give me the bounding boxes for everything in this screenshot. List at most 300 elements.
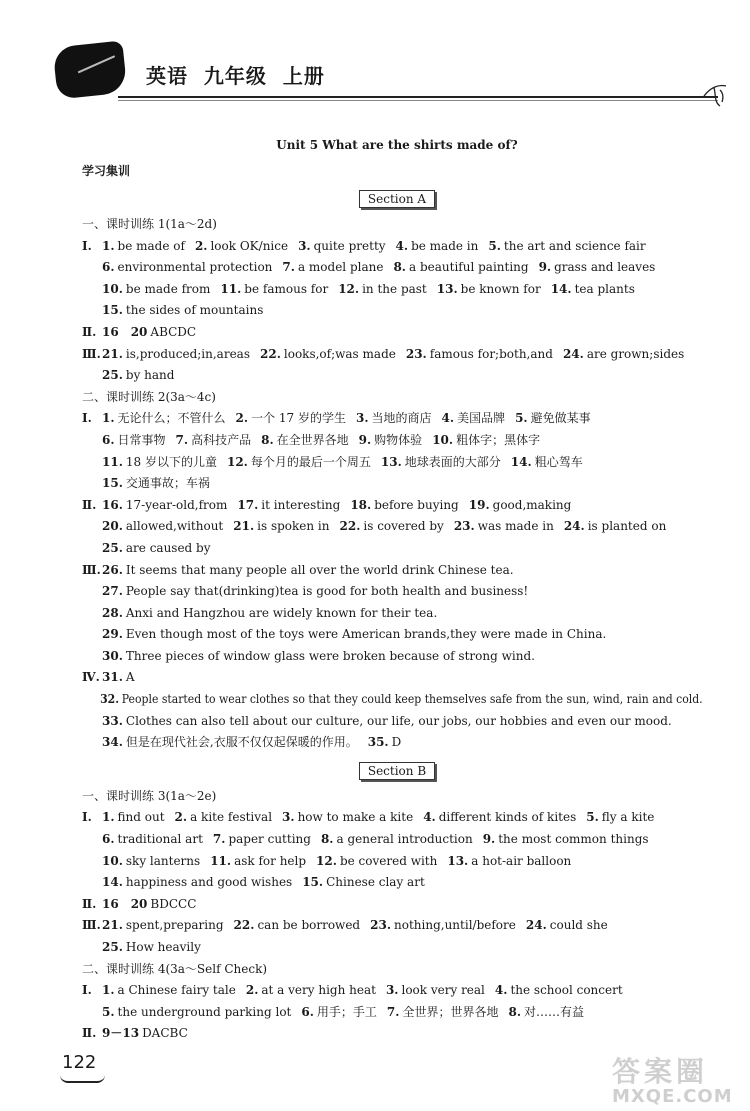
- roman-numeral: Ⅲ.: [82, 918, 101, 933]
- answer-text: 18 岁以下的儿童: [125, 454, 217, 469]
- answer-text: the most common things: [498, 832, 649, 847]
- question-number: 8.: [320, 832, 334, 847]
- answer-text: 地球表面的大部分: [404, 454, 501, 469]
- question-number: 23.: [453, 519, 475, 534]
- answer-text: be made of: [117, 238, 185, 253]
- question-number: 25.: [102, 368, 123, 383]
- answer-line: [82, 236, 712, 258]
- answer-text: be famous for: [244, 281, 329, 296]
- answer-text: 高科技产品: [191, 432, 252, 447]
- answer-item: [102, 937, 201, 959]
- answer-text: in the past: [362, 281, 427, 296]
- answer-item: [102, 915, 224, 937]
- header-ink-logo: [52, 40, 127, 99]
- answer-line: [82, 937, 712, 959]
- answer-text: Three pieces of window glass were broken because of strong wind.: [125, 648, 535, 663]
- answer-text: the school concert: [510, 983, 623, 998]
- question-number: 14.: [102, 875, 123, 890]
- answer-item: [102, 667, 135, 689]
- question-number: 1.: [102, 810, 115, 825]
- answer-text: is spoken in: [257, 519, 330, 534]
- lesson-title: 二、课时训练 2(3a～4c): [82, 389, 216, 404]
- unit-title: Unit 5 What are the shirts made of?: [276, 138, 518, 152]
- question-number: 6.: [102, 260, 115, 275]
- answer-item: [437, 279, 541, 301]
- answer-item: [102, 872, 292, 894]
- roman-numeral: Ⅰ.: [82, 238, 92, 253]
- answer-item: [102, 894, 196, 916]
- question-number: 10.: [432, 432, 454, 447]
- question-number: 3.: [298, 238, 311, 253]
- answer-text: could she: [549, 918, 608, 933]
- answer-item: [454, 516, 554, 538]
- answer-item: [515, 408, 591, 430]
- answer-item: [102, 581, 528, 603]
- question-number: 1.: [102, 411, 115, 426]
- answer-item: [442, 408, 506, 430]
- answer-item: [298, 236, 385, 258]
- answer-item: [236, 408, 346, 430]
- question-number: 21.: [102, 918, 123, 933]
- answer-item: [469, 495, 572, 517]
- answer-text: 购物体验: [374, 432, 423, 447]
- question-number: 27.: [102, 584, 123, 599]
- question-number: 4.: [441, 411, 455, 426]
- roman-numeral: Ⅰ.: [82, 983, 92, 998]
- question-number: 10.: [102, 853, 123, 868]
- page-number-underline: [60, 1075, 105, 1083]
- question-number: 16 20: [102, 896, 148, 911]
- section-label: Section B: [359, 762, 435, 780]
- answer-item: [102, 257, 272, 279]
- answer-text: BDCCC: [150, 896, 197, 911]
- answer-line: [82, 667, 712, 689]
- answer-item: [102, 980, 236, 1002]
- answer-line: [82, 257, 712, 279]
- answer-item: [102, 646, 535, 668]
- question-number: 21.: [102, 346, 123, 361]
- question-number: 5.: [586, 810, 599, 825]
- answer-text: nothing,until/before: [394, 918, 516, 933]
- answer-text: 17-year-old,from: [125, 497, 228, 512]
- answer-line: [82, 452, 712, 474]
- answer-text: be made from: [125, 281, 211, 296]
- answer-text: happiness and good wishes: [125, 875, 293, 890]
- answer-text: good,making: [492, 497, 572, 512]
- question-number: 5.: [102, 1004, 115, 1019]
- answer-text: 每个月的最后一个周五: [250, 454, 371, 469]
- answer-text: Clothes can also tell about our culture, our life, our jobs, our hobbies and even our mood.: [125, 713, 672, 728]
- answer-text: be known for: [460, 281, 541, 296]
- answer-line: [82, 408, 712, 430]
- answer-text: find out: [117, 810, 165, 825]
- answer-text: can be borrowed: [257, 918, 361, 933]
- answer-text: 避免做某事: [530, 411, 591, 426]
- question-number: 16.: [102, 497, 123, 512]
- question-number: 2.: [245, 983, 259, 998]
- question-number: 18.: [350, 497, 372, 512]
- question-number: 24.: [563, 519, 585, 534]
- question-number: 7.: [282, 260, 295, 275]
- question-number: 15.: [102, 476, 123, 491]
- answer-item: [423, 807, 576, 829]
- answer-line: [82, 1023, 712, 1045]
- answer-item: [495, 980, 623, 1002]
- watermark-url: MXQE.COM: [612, 1086, 733, 1107]
- answer-text: People say that(drinking)tea is good for both health and business!: [125, 584, 529, 599]
- answer-item: [102, 473, 210, 495]
- answer-item: [102, 365, 174, 387]
- answer-text: a Chinese fairy tale: [117, 983, 236, 998]
- answer-text: the underground parking lot: [117, 1004, 292, 1019]
- answer-text: sky lanterns: [125, 853, 201, 868]
- question-number: 25.: [102, 940, 123, 954]
- answer-item: [213, 829, 311, 851]
- question-number: 3.: [355, 411, 369, 426]
- answer-item: [102, 732, 358, 754]
- answer-item: [321, 829, 473, 851]
- answer-text: Chinese clay art: [326, 875, 425, 890]
- answer-item: [102, 236, 185, 258]
- answer-item: [100, 689, 703, 711]
- answer-text: a kite festival: [190, 810, 273, 825]
- question-number: 1.: [102, 983, 115, 998]
- answer-text: ABCDC: [150, 324, 197, 339]
- answer-text: is covered by: [363, 519, 444, 534]
- answer-item: [195, 236, 288, 258]
- answer-item: [381, 452, 501, 474]
- question-number: 24.: [562, 346, 584, 361]
- answer-text: quite pretty: [313, 238, 386, 253]
- question-number: 7.: [175, 432, 189, 447]
- answer-item: [102, 516, 223, 538]
- answer-text: 全世界；世界各地: [402, 1004, 499, 1019]
- answer-item: [526, 915, 608, 937]
- answer-text: 在全世界各地: [276, 432, 349, 447]
- answer-text: 日常事物: [117, 432, 166, 447]
- answer-line: [82, 851, 712, 873]
- answer-text: look OK/nice: [210, 238, 289, 253]
- answer-text: D: [391, 735, 402, 750]
- question-number: 7.: [212, 832, 226, 847]
- answer-text: look very real: [401, 983, 485, 998]
- answer-text: by hand: [125, 368, 175, 383]
- question-number: 15.: [302, 875, 324, 890]
- answer-text: before buying: [374, 497, 459, 512]
- answer-item: [260, 344, 396, 366]
- answer-text: DACBC: [142, 1026, 188, 1041]
- answer-item: [102, 452, 217, 474]
- answer-text: Even though most of the toys were American brands,they were made in China.: [125, 627, 607, 642]
- answer-text: a hot-air balloon: [471, 853, 572, 868]
- question-number: 23.: [370, 918, 392, 933]
- question-number: 29.: [102, 627, 123, 642]
- answer-item: [102, 408, 226, 430]
- answer-line: [82, 829, 712, 851]
- answer-item: [102, 344, 250, 366]
- question-number: 9.: [358, 432, 372, 447]
- question-number: 13.: [380, 454, 402, 469]
- answer-item: [175, 807, 272, 829]
- question-number: 2.: [194, 238, 208, 253]
- answer-text: it interesting: [261, 497, 341, 512]
- answer-item: [282, 257, 383, 279]
- answer-line: [82, 495, 712, 517]
- roman-numeral: Ⅲ.: [82, 562, 101, 577]
- question-number: 28.: [102, 605, 123, 620]
- answer-item: [246, 980, 376, 1002]
- answer-text: People started to wear clothes so that they could keep themselves safe from the sun, wind, rain and cold.: [121, 692, 703, 707]
- answer-item: [102, 829, 203, 851]
- question-number: 3.: [385, 983, 399, 998]
- answer-text: 当地的商店: [371, 411, 432, 426]
- answer-item: [340, 516, 444, 538]
- answer-text: a model plane: [297, 260, 384, 275]
- lesson-title: 二、课时训练 4(3a～Self Check): [82, 961, 268, 976]
- roman-numeral: Ⅰ.: [82, 411, 92, 426]
- answer-line: [82, 711, 712, 733]
- question-number: 6.: [102, 432, 115, 447]
- answer-line: [82, 980, 712, 1002]
- answer-line: [82, 624, 712, 646]
- question-number: 8.: [393, 260, 406, 275]
- answer-text: 粗心驾车: [534, 454, 583, 469]
- answer-item: [511, 452, 583, 474]
- answer-line: [82, 300, 712, 322]
- answer-item: [261, 430, 349, 452]
- answer-text: the art and science fair: [503, 238, 646, 253]
- roman-numeral: Ⅳ.: [82, 670, 100, 685]
- section-label: Section A: [359, 190, 435, 208]
- answer-line: [82, 560, 712, 582]
- answer-item: [483, 829, 649, 851]
- answer-text: 用手；手工: [316, 1004, 377, 1019]
- answer-item: [282, 807, 413, 829]
- answer-text: a beautiful painting: [408, 260, 529, 275]
- answer-line: [82, 473, 712, 495]
- question-number: 13.: [447, 853, 469, 868]
- sections-container: [82, 190, 712, 1045]
- answer-item: [102, 807, 165, 829]
- answer-item: [301, 1002, 377, 1024]
- question-number: 1.: [102, 238, 115, 253]
- study-section-title: 学习集训: [82, 164, 131, 178]
- question-number: 25.: [102, 540, 123, 555]
- answer-line: [82, 516, 712, 538]
- answer-text: ask for help: [234, 853, 307, 868]
- answer-item: [539, 257, 656, 279]
- question-number: 30.: [102, 648, 123, 663]
- answer-item: [176, 430, 252, 452]
- roman-numeral: Ⅱ.: [82, 324, 97, 339]
- answer-text: It seems that many people all over the world drink Chinese tea.: [125, 562, 514, 577]
- question-number: 12.: [338, 281, 360, 296]
- question-number: 33.: [102, 713, 123, 728]
- answer-line: [82, 689, 703, 711]
- answer-line: [82, 279, 712, 301]
- answer-item: [368, 732, 402, 754]
- question-number: 22.: [339, 519, 361, 534]
- answer-text: are grown;sides: [586, 346, 685, 361]
- answer-item: [551, 279, 635, 301]
- answer-item: [350, 495, 458, 517]
- answer-text: at a very high heat: [261, 983, 376, 998]
- answer-text: be made in: [411, 238, 479, 253]
- question-number: 5.: [488, 238, 501, 253]
- question-number: 6.: [301, 1004, 314, 1019]
- question-number: 12.: [226, 454, 248, 469]
- answer-text: 粗体字；黑体字: [456, 432, 541, 447]
- answer-item: [210, 851, 306, 873]
- question-number: 9.: [538, 260, 552, 275]
- question-number: 12.: [316, 853, 337, 868]
- question-number: 19.: [468, 497, 490, 512]
- answer-item: [102, 624, 606, 646]
- answer-text: be covered with: [339, 853, 438, 868]
- header-ornament-icon: [700, 78, 730, 108]
- answer-text: How heavily: [125, 940, 201, 954]
- answer-item: [102, 851, 200, 873]
- answer-line: [82, 538, 712, 560]
- answer-text: fly a kite: [601, 810, 655, 825]
- answer-text: 美国品牌: [457, 411, 506, 426]
- roman-numeral: Ⅱ.: [82, 1026, 97, 1041]
- answer-text: 但是在现代社会,衣服不仅仅起保暖的作用。: [125, 735, 358, 750]
- answer-text: paper cutting: [228, 832, 311, 847]
- answer-item: [370, 915, 516, 937]
- answer-text: is planted on: [587, 519, 667, 534]
- answer-text: 一个 17 岁的学生: [251, 411, 346, 426]
- answer-item: [102, 279, 210, 301]
- question-number: 23.: [405, 346, 427, 361]
- question-number: 10.: [102, 281, 123, 296]
- question-number: 14.: [550, 281, 572, 296]
- answer-item: [102, 430, 166, 452]
- answer-item: [488, 236, 645, 258]
- answer-item: [102, 1002, 291, 1024]
- question-number: 4.: [494, 983, 508, 998]
- answer-item: [102, 495, 227, 517]
- answer-text: are caused by: [125, 540, 211, 555]
- watermark-logo: 答案圈: [612, 1055, 709, 1088]
- answer-text: 无论什么；不管什么: [117, 411, 226, 426]
- answer-item: [234, 915, 361, 937]
- roman-numeral: Ⅰ.: [82, 810, 92, 825]
- question-number: 22.: [233, 918, 255, 933]
- answer-text: is,produced;in,areas: [125, 346, 250, 361]
- question-number: 16 20: [102, 324, 148, 339]
- question-number: 32.: [100, 692, 120, 707]
- question-number: 31.: [102, 670, 123, 685]
- answer-item: [406, 344, 553, 366]
- answer-item: [102, 322, 196, 344]
- question-number: 3.: [282, 810, 295, 825]
- answer-text: A: [125, 670, 135, 685]
- answer-text: 交通事故；车祸: [125, 476, 210, 491]
- question-number: 34.: [102, 735, 123, 750]
- answer-item: [359, 430, 423, 452]
- question-number: 7.: [386, 1004, 400, 1019]
- answer-item: [237, 495, 340, 517]
- answer-line: [82, 872, 712, 894]
- answer-line: [82, 894, 712, 916]
- question-number: 11.: [220, 281, 242, 296]
- question-number: 8.: [261, 432, 274, 447]
- answer-text: a general introduction: [336, 832, 473, 847]
- roman-numeral: Ⅱ.: [82, 497, 97, 512]
- answer-text: environmental protection: [117, 260, 273, 275]
- answer-item: [102, 603, 437, 625]
- answer-line: [82, 807, 712, 829]
- question-number: 15.: [102, 303, 123, 318]
- roman-numeral: Ⅲ.: [82, 346, 101, 361]
- answer-item: [387, 1002, 499, 1024]
- answer-item: [102, 560, 514, 582]
- question-number: 17.: [237, 497, 259, 512]
- question-number: 22.: [260, 346, 281, 361]
- question-number: 14.: [510, 454, 532, 469]
- header-title: 英语 九年级 上册: [146, 64, 325, 88]
- question-number: 11.: [210, 853, 232, 868]
- header-rule-thin: [118, 100, 718, 101]
- question-number: 4.: [423, 810, 436, 825]
- question-number: 20.: [102, 519, 123, 534]
- answer-item: [356, 408, 432, 430]
- answer-text: traditional art: [117, 832, 203, 847]
- answer-text: grass and leaves: [554, 260, 656, 275]
- answer-item: [396, 236, 479, 258]
- answer-text: looks,of;was made: [283, 346, 396, 361]
- answer-line: [82, 646, 712, 668]
- question-number: 13.: [436, 281, 458, 296]
- answer-text: how to make a kite: [297, 810, 414, 825]
- question-number: 8.: [508, 1004, 521, 1019]
- answer-item: [227, 452, 371, 474]
- answer-item: [102, 1023, 188, 1045]
- answer-item: [508, 1002, 584, 1024]
- answer-line: [82, 732, 712, 754]
- question-number: 26.: [102, 562, 123, 577]
- answer-line: [82, 322, 712, 344]
- header-rule: [118, 96, 718, 98]
- answer-line: [82, 1002, 712, 1024]
- question-number: 21.: [233, 519, 255, 534]
- question-number: 6.: [102, 832, 115, 847]
- question-number: 4.: [395, 238, 409, 253]
- answer-text: allowed,without: [125, 519, 224, 534]
- answer-item: [302, 872, 425, 894]
- answer-item: [102, 300, 263, 322]
- answer-text: was made in: [477, 519, 554, 534]
- answer-item: [563, 344, 684, 366]
- watermark: [612, 1050, 742, 1108]
- answer-line: [82, 603, 712, 625]
- answer-item: [338, 279, 427, 301]
- answer-line: [82, 430, 712, 452]
- answer-item: [316, 851, 437, 873]
- answer-line: [82, 365, 712, 387]
- answer-item: [220, 279, 328, 301]
- question-number: 24.: [525, 918, 547, 933]
- answer-content: [82, 138, 712, 1045]
- answer-text: tea plants: [574, 281, 635, 296]
- answer-line: [82, 344, 712, 366]
- question-number: 9.: [482, 832, 496, 847]
- answer-item: [393, 257, 528, 279]
- answer-text: the sides of mountains: [125, 303, 264, 318]
- answer-text: famous for;both,and: [429, 346, 553, 361]
- answer-item: [386, 980, 485, 1002]
